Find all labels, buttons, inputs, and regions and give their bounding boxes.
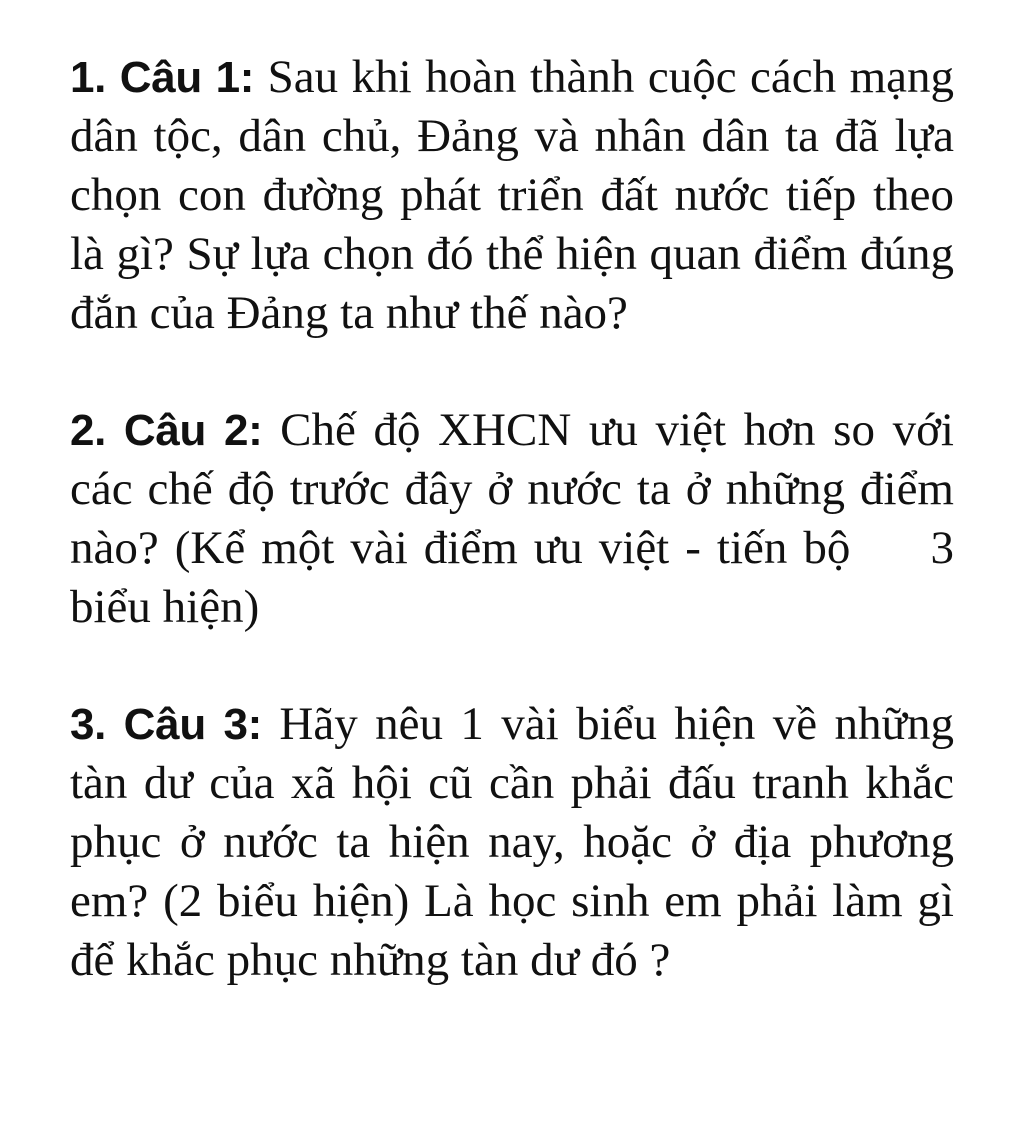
question-3-text: Hãy nêu 1 vài biểu hiện về những tàn dư của xã hội cũ cần phải đấu tranh khắc phục ở nước ta hiện nay, hoặc ở địa phương em? (2 biểu hiện) Là học sinh em phải làm gì để khắc phục những tàn dư đó ? [70, 698, 954, 986]
question-2 [70, 401, 954, 637]
question-3 [70, 695, 954, 990]
question-list [70, 48, 954, 990]
question-1-label: 1. Câu 1: [70, 53, 255, 102]
question-2-label: 2. Câu 2: [70, 406, 263, 455]
question-2-text-after-gap: 3 biểu hiện) [70, 522, 954, 633]
question-1-text: Sau khi hoàn thành cuộc cách mạng dân tộc, dân chủ, Đảng và nhân dân ta đã lựa chọn con đường phát triển đất nước tiếp theo là gì? Sự lựa chọn đó thể hiện quan điểm đúng đắn của Đảng ta như thế nào? [70, 51, 955, 339]
question-1 [70, 48, 954, 343]
question-3-label: 3. Câu 3: [70, 700, 262, 749]
question-2-text: Chế độ XHCN ưu việt hơn so với các chế độ trước đây ở nước ta ở những điểm nào? (Kể một vài điểm ưu việt - tiến bộ [70, 404, 954, 574]
